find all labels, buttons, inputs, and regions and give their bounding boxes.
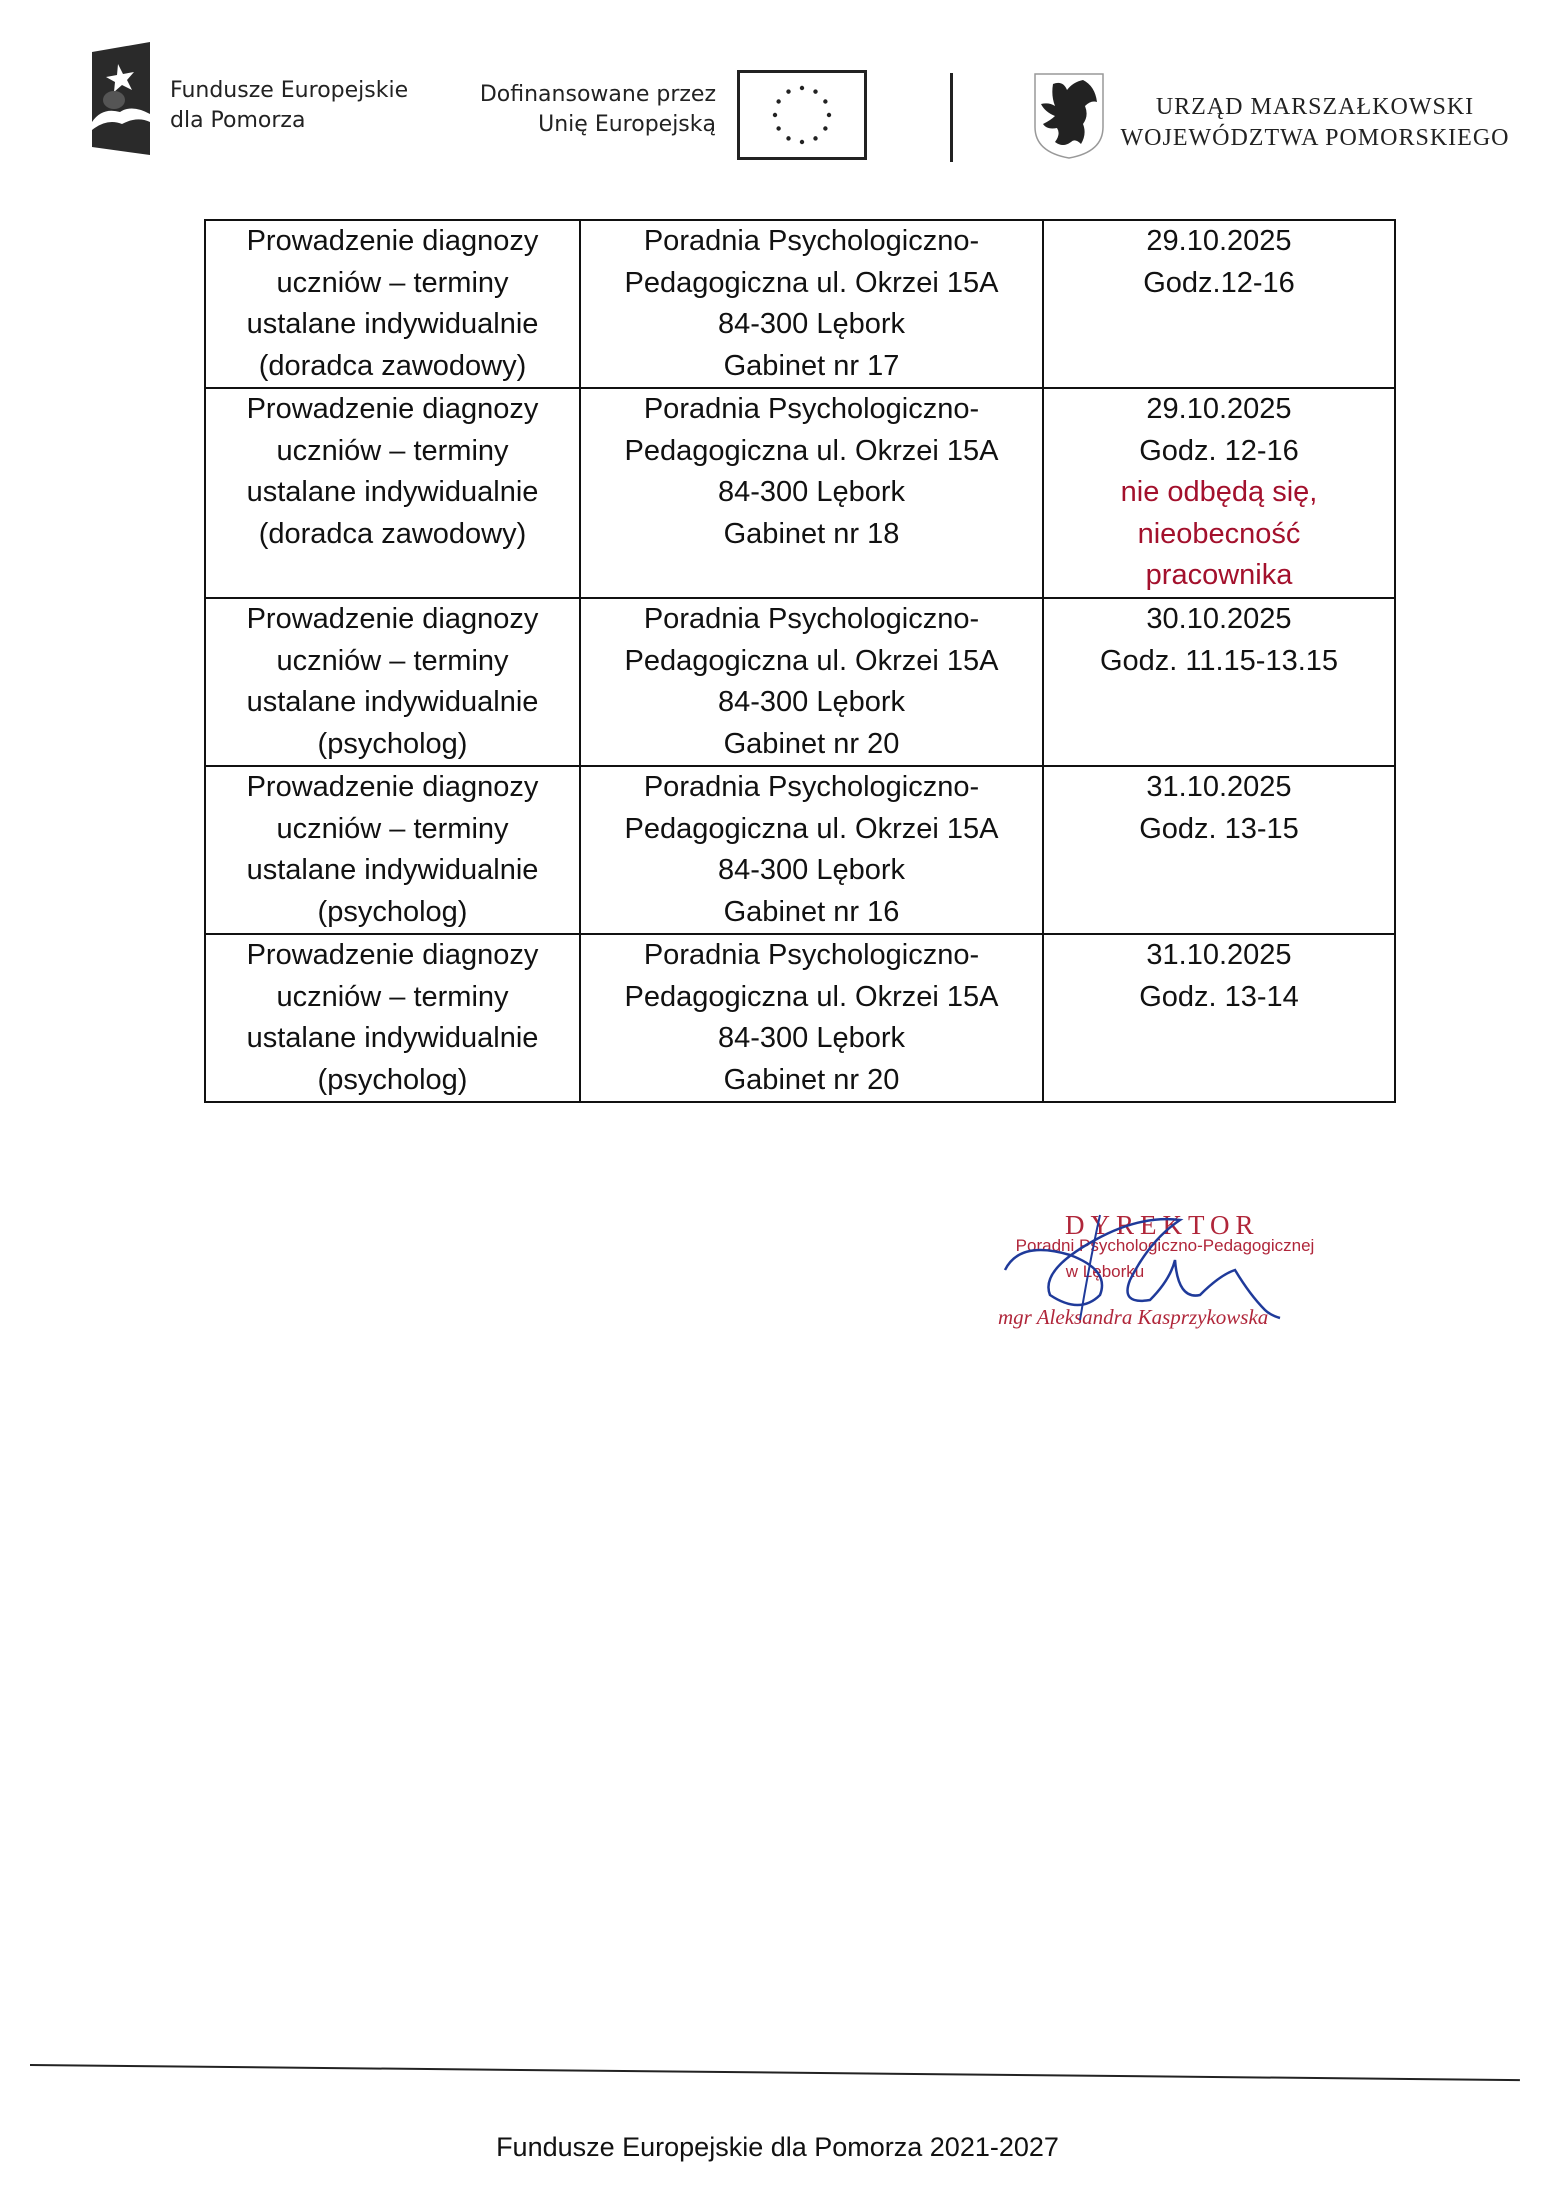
place-cell-line: 84-300 Lębork xyxy=(717,308,906,340)
activity-cell-line: (psycholog) xyxy=(317,727,468,760)
place-cell-line: Gabinet nr 17 xyxy=(723,349,900,382)
table-row xyxy=(205,220,1395,388)
cancellation-note: pracownika xyxy=(1145,559,1293,591)
date-cell-line: 30.10.2025 xyxy=(1146,603,1292,635)
activity-cell-line: uczniów – terminy xyxy=(276,434,509,467)
activity-cell xyxy=(205,766,580,934)
activity-cell xyxy=(205,598,580,766)
eu-star xyxy=(776,126,780,130)
urzad-line: URZĄD MARSZAŁKOWSKI xyxy=(1155,94,1475,120)
eu-star xyxy=(813,136,817,140)
activity-cell-line: Prowadzenie diagnozy xyxy=(246,939,539,971)
activity-cell-line: uczniów – terminy xyxy=(276,812,509,845)
eu-flag-icon xyxy=(737,70,867,160)
place-cell xyxy=(580,598,1043,766)
stamp-name: mgr Aleksandra Kasprzykowska xyxy=(998,1305,1269,1329)
place-cell-line: 84-300 Lębork xyxy=(717,476,906,508)
activity-cell-line: Prowadzenie diagnozy xyxy=(246,393,539,425)
activity-cell-line: Prowadzenie diagnozy xyxy=(246,771,539,803)
fe-logo-line: dla Pomorza xyxy=(170,108,306,133)
place-cell xyxy=(580,934,1043,1102)
activity-cell-line: Prowadzenie diagnozy xyxy=(246,603,539,635)
activity-cell-line: ustalane indywidualnie xyxy=(246,1022,539,1054)
activity-cell-line: uczniów – terminy xyxy=(276,980,509,1013)
eu-star xyxy=(776,99,780,103)
cancellation-note: nie odbędą się, xyxy=(1120,476,1318,508)
activity-cell-line: (psycholog) xyxy=(317,895,468,928)
urzad-line: WOJEWÓDZTWA POMORSKIEGO xyxy=(1120,125,1510,151)
place-cell-line: Poradnia Psychologiczno- xyxy=(643,603,980,635)
activity-cell-line: ustalane indywidualnie xyxy=(246,854,539,886)
eu-star xyxy=(786,89,790,93)
place-cell-line: Pedagogiczna ul. Okrzei 15A xyxy=(624,266,999,299)
eu-star xyxy=(813,89,817,93)
place-cell-line: Poradnia Psychologiczno- xyxy=(643,225,980,257)
date-cell-line: 31.10.2025 xyxy=(1146,771,1292,803)
activity-cell-line: ustalane indywidualnie xyxy=(246,308,539,340)
place-cell-line: Gabinet nr 20 xyxy=(723,727,900,760)
eu-star xyxy=(800,140,804,144)
activity-cell-line: ustalane indywidualnie xyxy=(246,686,539,718)
cofinancing-line: Dofinansowane przez xyxy=(479,82,716,107)
date-cell-line: 31.10.2025 xyxy=(1146,939,1292,971)
place-cell-line: 84-300 Lębork xyxy=(717,854,906,886)
place-cell-line: Gabinet nr 18 xyxy=(723,517,900,550)
date-cell xyxy=(1043,934,1395,1102)
activity-cell xyxy=(205,388,580,598)
date-cell-line: Godz. 13-15 xyxy=(1139,812,1299,845)
fe-logo-text xyxy=(170,76,408,136)
place-cell-line: Poradnia Psychologiczno- xyxy=(643,771,980,803)
cofinancing-line: Unię Europejską xyxy=(538,112,716,137)
eu-star xyxy=(800,86,804,90)
date-cell xyxy=(1043,388,1395,598)
place-cell xyxy=(580,766,1043,934)
place-cell-line: Pedagogiczna ul. Okrzei 15A xyxy=(624,812,999,845)
handwritten-signature xyxy=(1000,1200,1340,1330)
activity-cell-line: uczniów – terminy xyxy=(276,644,509,677)
cancellation-note: nieobecność xyxy=(1137,517,1301,550)
fe-star-logo-icon xyxy=(92,42,150,155)
activity-cell xyxy=(205,934,580,1102)
place-cell xyxy=(580,220,1043,388)
activity-cell-line: uczniów – terminy xyxy=(276,266,509,299)
eu-star xyxy=(773,113,777,117)
place-cell-line: Gabinet nr 20 xyxy=(723,1063,900,1096)
activity-cell xyxy=(205,220,580,388)
urzad-marszalkowski-name xyxy=(1115,92,1515,154)
place-cell-line: Pedagogiczna ul. Okrzei 15A xyxy=(624,980,999,1013)
stamp-city: w Lęborku xyxy=(1065,1262,1145,1281)
date-cell-line: Godz.12-16 xyxy=(1143,266,1295,299)
place-cell-line: Pedagogiczna ul. Okrzei 15A xyxy=(624,434,999,467)
activity-cell-line: ustalane indywidualnie xyxy=(246,476,539,508)
stamp-title: DYREKTOR xyxy=(1065,1210,1260,1240)
schedule-table xyxy=(204,219,1396,1103)
footer-rule xyxy=(30,2064,1520,2081)
table-row xyxy=(205,598,1395,766)
activity-cell-line: (doradca zawodowy) xyxy=(258,349,527,382)
fe-logo-line: Fundusze Europejskie xyxy=(170,78,409,103)
date-cell xyxy=(1043,220,1395,388)
activity-cell-line: (doradca zawodowy) xyxy=(258,517,527,550)
footer-text: Fundusze Europejskie dla Pomorza 2021-2027 xyxy=(496,2132,1059,2162)
date-cell-line: Godz. 12-16 xyxy=(1139,434,1299,467)
date-cell xyxy=(1043,766,1395,934)
eu-star xyxy=(823,126,827,130)
place-cell xyxy=(580,388,1043,598)
eu-star xyxy=(786,136,790,140)
header-divider xyxy=(950,73,953,162)
date-cell-line: 29.10.2025 xyxy=(1146,225,1292,257)
stamp-institution: Poradni Psychologiczno-Pedagogicznej xyxy=(1015,1236,1315,1255)
place-cell-line: 84-300 Lębork xyxy=(717,686,906,718)
date-cell xyxy=(1043,598,1395,766)
place-cell-line: 84-300 Lębork xyxy=(717,1022,906,1054)
eu-star xyxy=(827,113,831,117)
table-row xyxy=(205,934,1395,1102)
date-cell-line: Godz. 13-14 xyxy=(1139,980,1299,1013)
date-cell-line: Godz. 11.15-13.15 xyxy=(1099,644,1339,677)
place-cell-line: Gabinet nr 16 xyxy=(723,895,900,928)
date-cell-line: 29.10.2025 xyxy=(1146,393,1292,425)
place-cell-line: Poradnia Psychologiczno- xyxy=(643,939,980,971)
activity-cell-line: (psycholog) xyxy=(317,1063,468,1096)
place-cell-line: Pedagogiczna ul. Okrzei 15A xyxy=(624,644,999,677)
pomorskie-griffin-crest-icon xyxy=(1033,72,1105,160)
table-row xyxy=(205,388,1395,598)
eu-star xyxy=(823,99,827,103)
activity-cell-line: Prowadzenie diagnozy xyxy=(246,225,539,257)
place-cell-line: Poradnia Psychologiczno- xyxy=(643,393,980,425)
cofinancing-text xyxy=(460,80,716,140)
table-row xyxy=(205,766,1395,934)
